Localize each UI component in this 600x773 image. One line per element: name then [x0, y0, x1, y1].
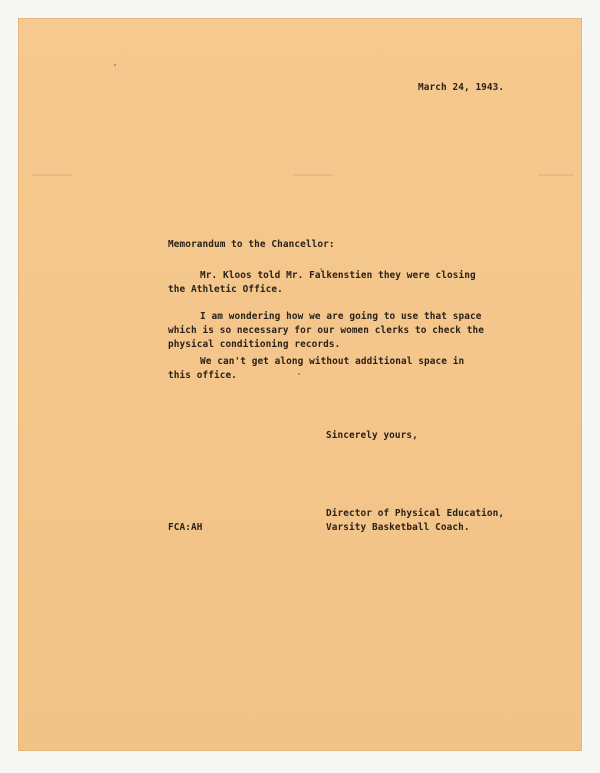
paper-speck — [298, 373, 300, 375]
paragraph-2-line-1: I am wondering how we are going to use that space — [200, 311, 482, 322]
letter-paper — [18, 18, 582, 751]
ghost-mark — [538, 174, 574, 176]
letter-date: March 24, 1943. — [418, 82, 505, 93]
paragraph-3-line-1: We can't get along without additional space in — [200, 356, 465, 367]
reference-initials: FCA:AH — [168, 522, 203, 533]
closing-line: Sincerely yours, — [326, 430, 418, 441]
ghost-mark — [293, 174, 333, 176]
signature-title-line-2: Varsity Basketball Coach. — [326, 522, 470, 533]
paragraph-1-line-2: the Athletic Office. — [168, 284, 283, 295]
paragraph-3-line-2: this office. — [168, 370, 237, 381]
signature-title-line-1: Director of Physical Education, — [326, 508, 505, 519]
paper-speck — [114, 64, 116, 66]
paragraph-2-line-3: physical conditioning records. — [168, 339, 341, 350]
paragraph-2-line-2: which is so necessary for our women clerks to check the — [168, 325, 484, 336]
paragraph-1-line-1: Mr. Kloos told Mr. Falkenstien they were closing — [200, 270, 476, 281]
ghost-mark — [32, 174, 72, 176]
memo-salutation: Memorandum to the Chancellor: — [168, 239, 335, 250]
